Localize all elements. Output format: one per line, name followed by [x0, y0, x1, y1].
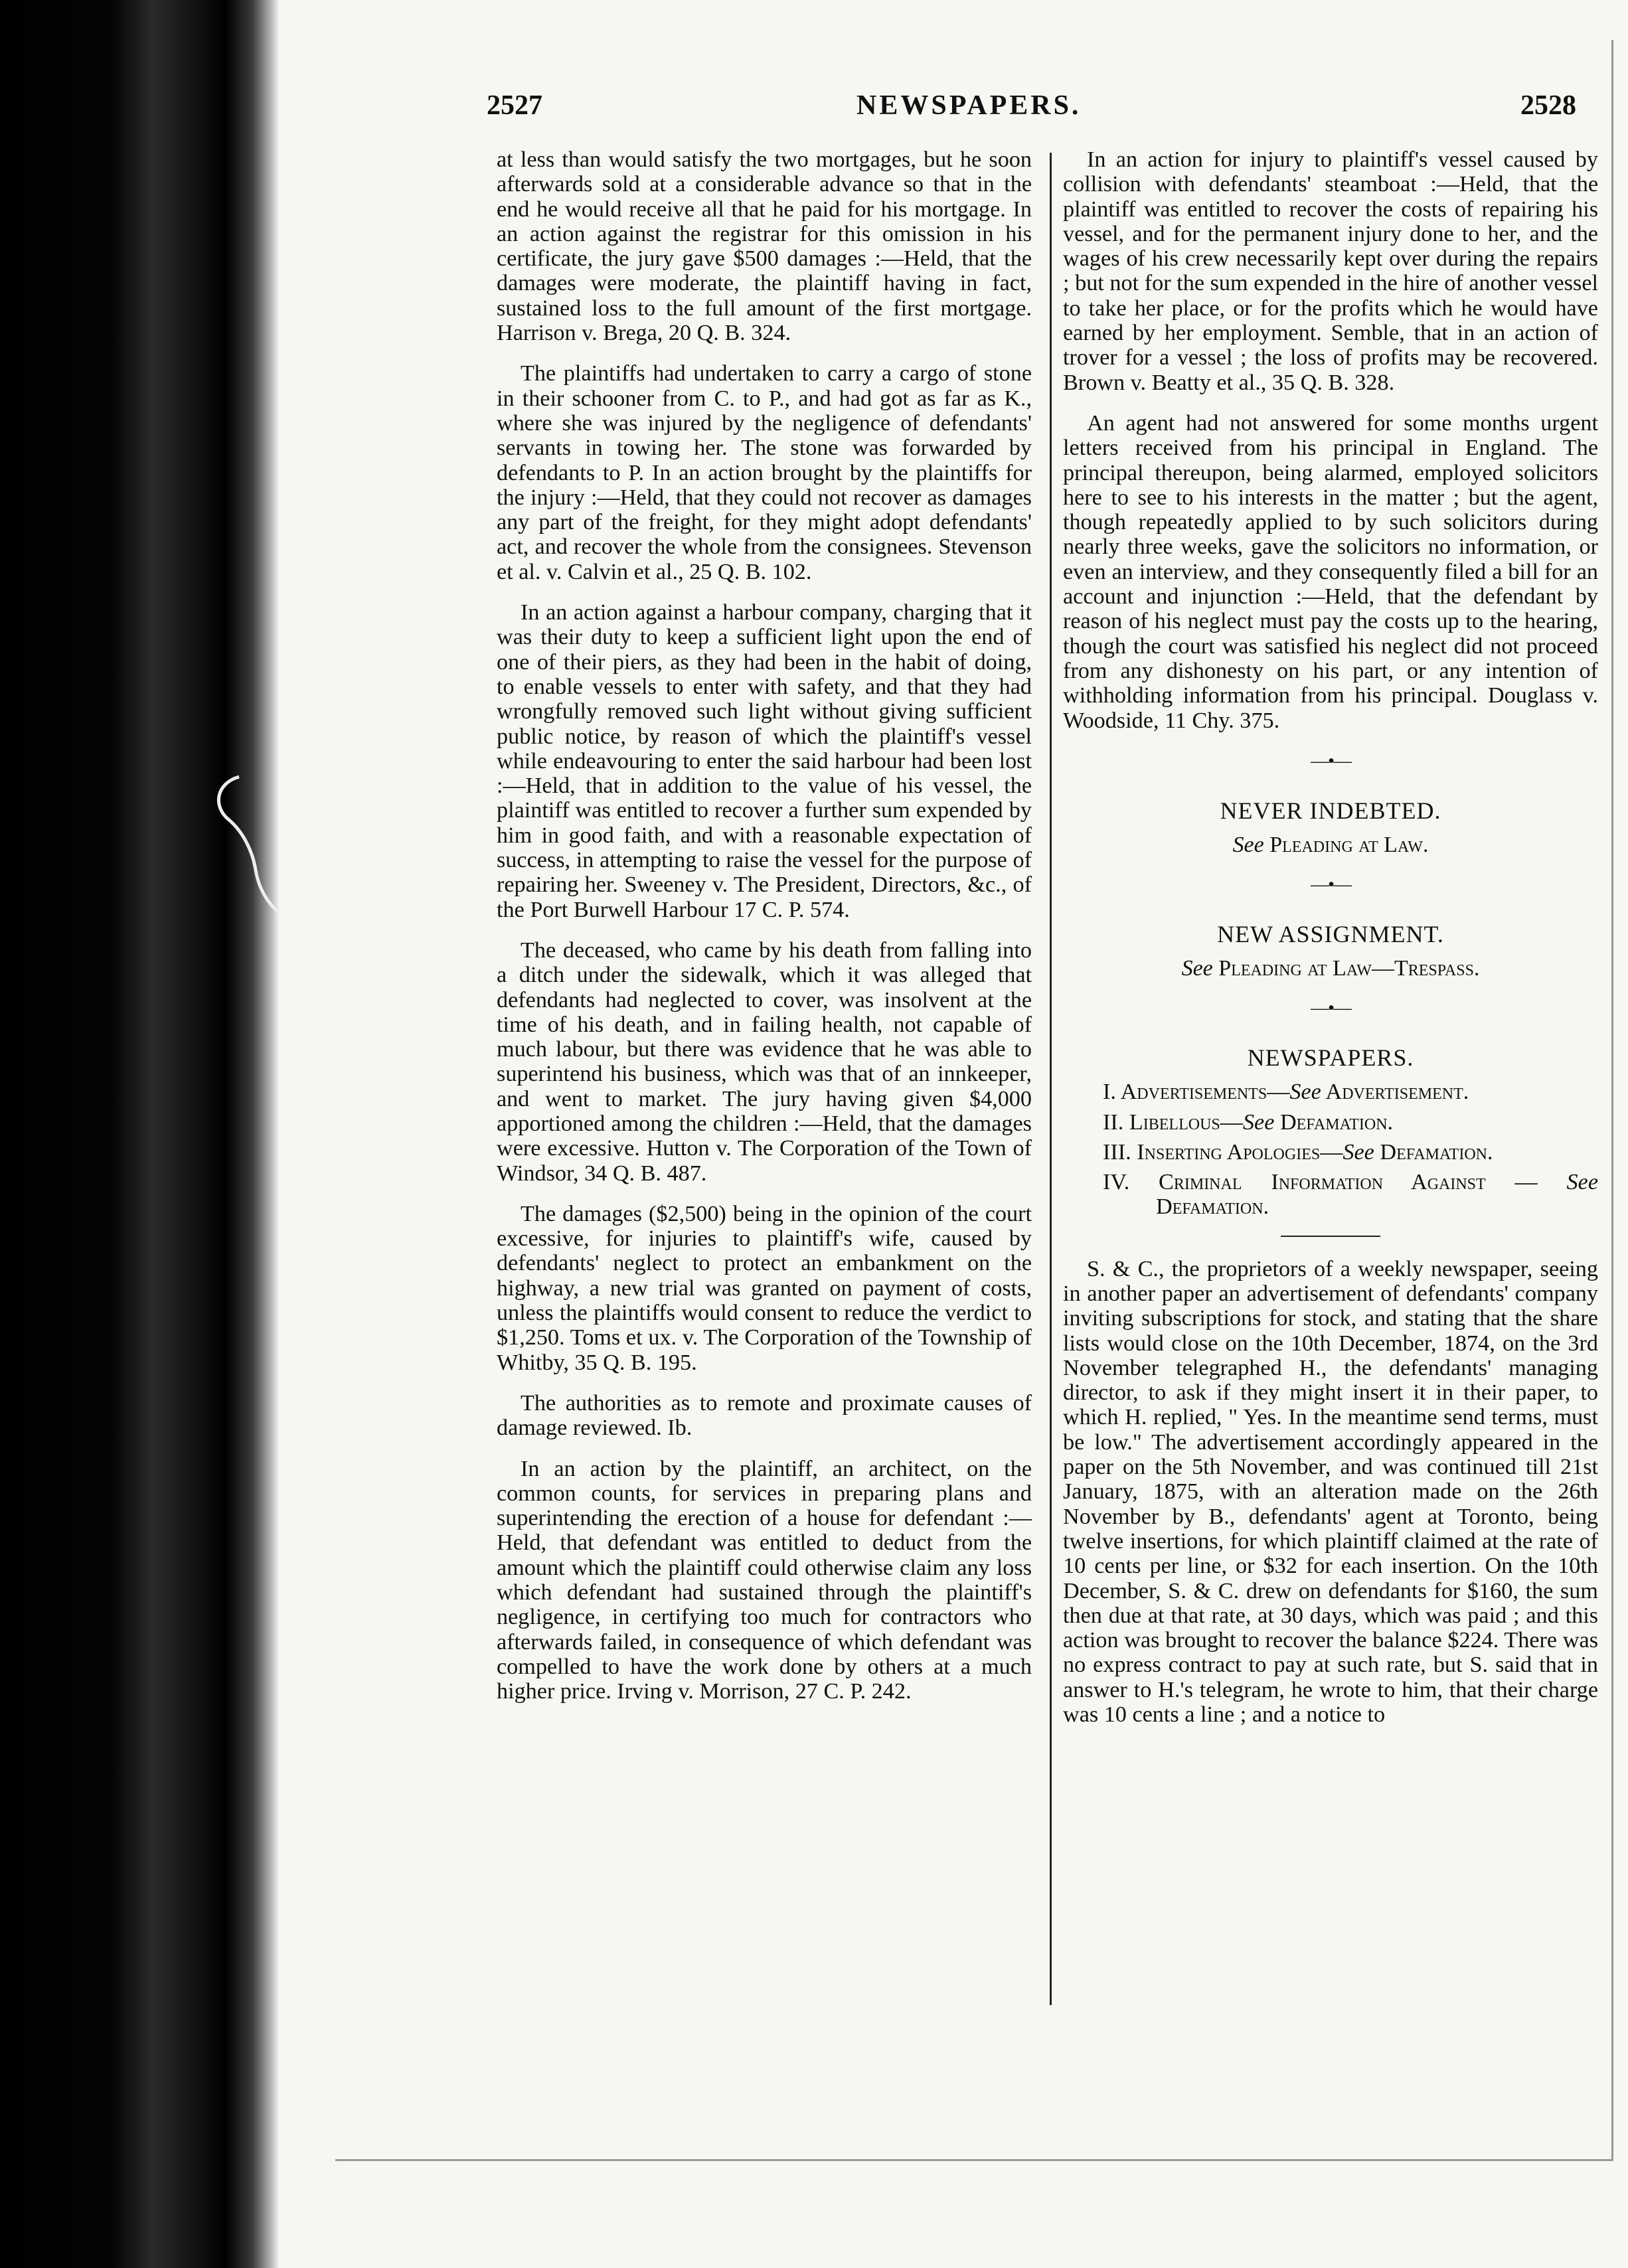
section-ornament: —•—: [1311, 874, 1350, 895]
paragraph: An agent had not answered for some months urgent letters received from his principal in England. The principal thereupon, being alarmed, employed solicitors here to see to his interests in the matter ; but the agent, though repeatedly applied to by such solicitors during nearly three weeks, gave the solicitors no information, or even an interview, and they consequently filed a bill for an account and injunction :—Held, that the defendant by reason of his neglect must pay the costs up to the hearing, though the court was satisfied his neglect did not proceed from any dishonesty on his part, or any intention of withholding information from his principal. Douglass v. Woodside, 11 Chy. 375.: [1063, 410, 1598, 733]
section-ornament: —•—: [1311, 750, 1350, 771]
section-title-never-indebted: NEVER INDEBTED.: [1220, 797, 1441, 825]
paragraph: at less than would satisfy the two mortgages, but he soon afterwards sold at a considerable advance so that in the end he would receive all that he paid for his mortgage. In an action against the registrar for this omission in his certificate, the jury gave $500 damages :—Held, that the damages were moderate, the plaintiff having in fact, sustained loss to the full amount of the first mortgage. Harrison v. Brega, 20 Q. B. 324.: [497, 147, 1032, 346]
column-divider: [1050, 153, 1052, 2005]
contents-item: III. Inserting Apologies—See Defamation.: [1103, 1139, 1493, 1165]
paragraph: In an action by the plaintiff, an architect, on the common counts, for services in preparing plans and superintending the erection of a house for defendant :—Held, that defendant was entitled to deduct from the amount which the plaintiff could otherwise claim any loss which defendant had sustained through the plaintiff's negligence, in certifying too much for contractors who afterwards failed, in consequence of which defendant was compelled to have the work done by others at a much higher price. Irving v. Morrison, 27 C. P. 242.: [497, 1456, 1032, 1704]
paragraph: The plaintiffs had undertaken to carry a cargo of stone in their schooner from C. to P., and had got as far as K., where she was injured by the negligence of defendants' servants in towing her. The stone was forwarded by defendants to P. In an action brought by the plaintiffs for the injury :—Held, that they could not recover as damages any part of the freight, for they might adopt defendants' act, and recover the whole from the consignees. Stevenson et al. v. Calvin et al., 25 Q. B. 102.: [497, 361, 1032, 584]
section-ornament: —•—: [1311, 997, 1350, 1018]
short-rule: [1281, 1236, 1380, 1237]
page-header: [0, 90, 1628, 129]
newspapers-contents: [1103, 1080, 1598, 1219]
page-number-right: 2528: [1520, 90, 1576, 121]
section-title-new-assignment: NEW ASSIGNMENT.: [1217, 921, 1444, 948]
paragraph: The damages ($2,500) being in the opinion of the court excessive, for injuries to plaintiff's wife, caused by defendants' neglect to protect an embankment on the highway, a new trial was granted on payment of costs, unless the plaintiffs would consent to reduce the verdict to $1,250. Toms et ux. v. The Corporation of the Township of Whitby, 35 Q. B. 195.: [497, 1201, 1032, 1375]
paragraph: S. & C., the proprietors of a weekly newspaper, seeing in another paper an advertisement of defendants' company inviting subscriptions for stock, and stating that the share lists would close on the 10th December, 1874, on the 3rd November telegraphed H., the defendants' managing director, to ask if they might insert it in their paper, to which H. replied, " Yes. In the meantime send terms, must be low." The advertisement accordingly appeared in the paper on the 5th November, and was continued till 21st January, 1875, with an alteration made on the 26th November by B., defendants' agent at Toronto, being twelve insertions, for which plaintiff claimed at the rate of 10 cents per line, or $32 for each insertion. On the 10th December, S. & C. drew on defendants for $160, the sum then due at that rate, at 30 days, which was paid ; and this action was brought to recover the balance $224. There was no express contract to pay at such rate, but S. said that in answer to H.'s telegram, he wrote to him, that their charge was 10 cents a line ; and a notice to: [1063, 1256, 1598, 1728]
see-target: Pleading at Law—Trespass.: [1218, 956, 1480, 981]
page-number-left: 2527: [487, 90, 542, 121]
left-column: [497, 147, 1032, 1720]
paragraph: The authorities as to remote and proximate causes of damage reviewed. Ib.: [497, 1390, 1032, 1441]
see-label: See: [1181, 956, 1213, 981]
cross-reference: [1063, 833, 1598, 857]
right-column: [1063, 147, 1598, 1743]
contents-item: I. Advertisements—See Advertisement.: [1103, 1080, 1469, 1105]
see-target: Pleading at Law.: [1269, 833, 1429, 858]
book-spine-shadow: [0, 0, 279, 2268]
paragraph: The deceased, who came by his death from falling into a ditch under the sidewalk, which it was alleged that defendants had neglected to cover, was insolvent at the time of his death, and in failing health, not capable of much labour, but there was evidence that he was able to superintend his business, which was that of an innkeeper, and went to market. The jury having given $4,000 apportioned among the children :—Held, that the damages were excessive. Hutton v. The Corporation of the Town of Windsor, 34 Q. B. 487.: [497, 937, 1032, 1186]
cross-reference: [1063, 956, 1598, 981]
running-title: NEWSPAPERS.: [856, 90, 1082, 121]
section-title-newspapers: NEWSPAPERS.: [1247, 1044, 1414, 1071]
paragraph: In an action against a harbour company, charging that it was their duty to keep a sufficient light upon the end of one of their piers, as they had been in the habit of doing, to enable vessels to enter with safety, and that they had wrongfully removed such light without giving sufficient public notice, by reason of which the plaintiff's vessel while endeavouring to enter the said harbour had been lost :—Held, that in addition to the value of his vessel, the plaintiff was entitled to recover a further sum expended by him in good faith, and with a reasonable expectation of success, in attempting to raise the vessel for the purpose of repairing her. Sweeney v. The President, Directors, &c., of the Port Burwell Harbour 17 C. P. 574.: [497, 600, 1032, 922]
paragraph: In an action for injury to plaintiff's vessel caused by collision with defendants' steamboat :—Held, that the plaintiff was entitled to recover the costs of repairing his vessel, and for the permanent injury done to her, and the wages of his crew necessarily kept over during the repairs ; but not for the sum expended in the hire of another vessel to take her place, or for the profits which he would have earned by her employment. Semble, that in an action of trover for a vessel ; the loss of profits may be recovered. Brown v. Beatty et al., 35 Q. B. 328.: [1063, 147, 1598, 395]
contents-item: IV. Criminal Information Against — See Defamation.: [1103, 1170, 1598, 1220]
contents-item: II. Libellous—See Defamation.: [1103, 1109, 1394, 1135]
see-label: See: [1232, 833, 1264, 858]
